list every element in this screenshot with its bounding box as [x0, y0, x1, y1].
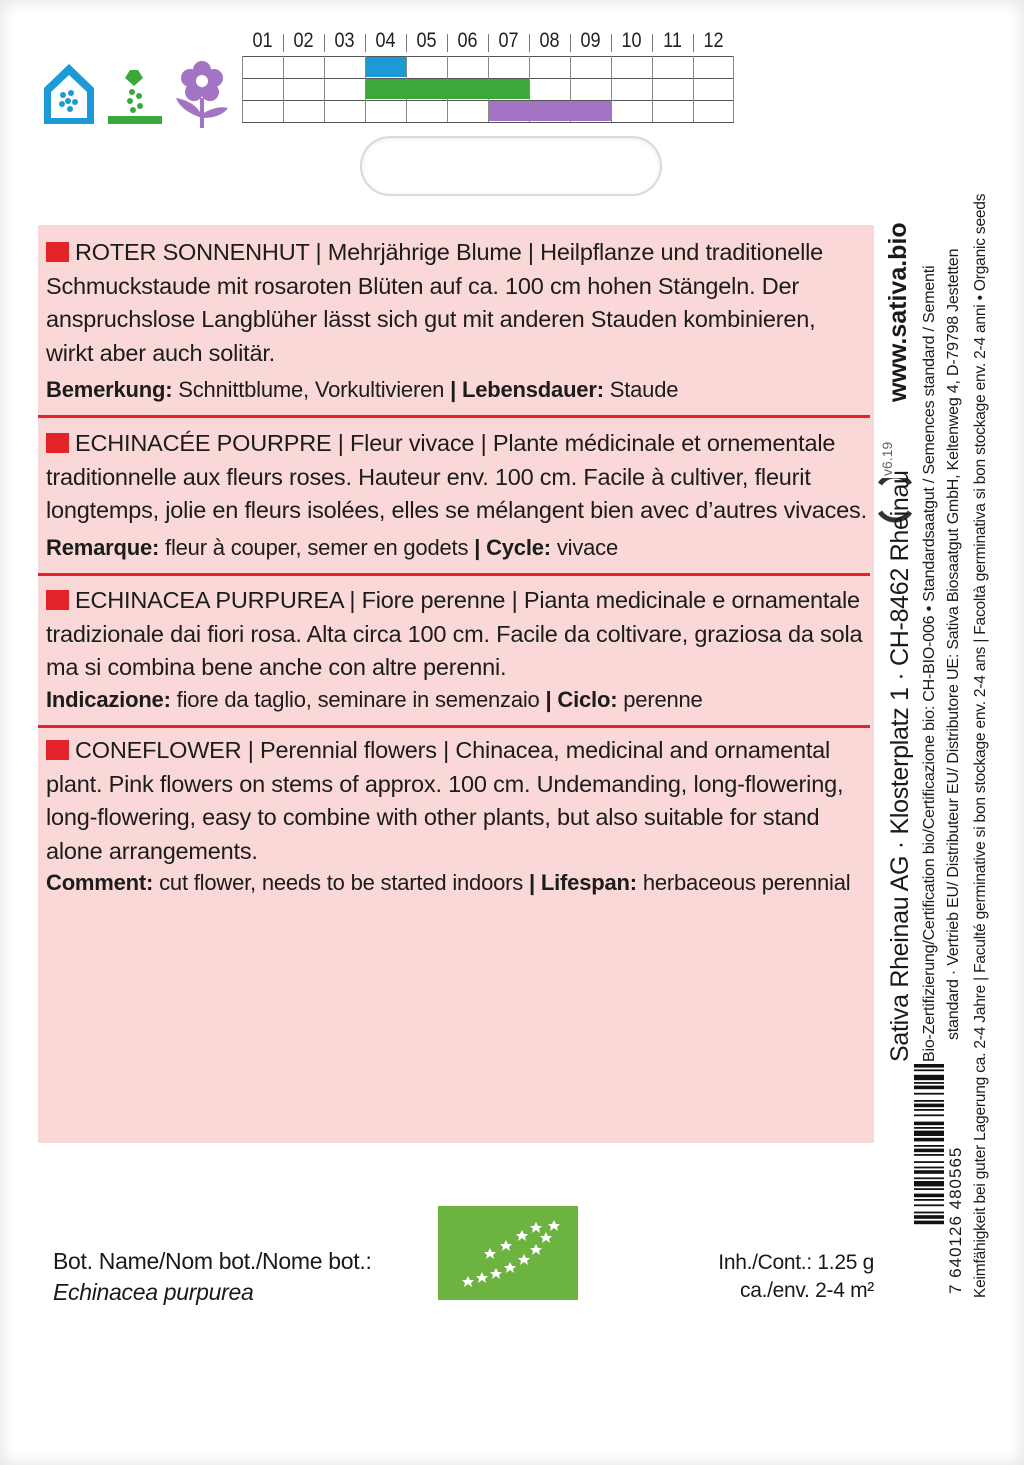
section-german: ROTER SONNENHUT | Mehrjährige Blume | Heilpflanze und traditionelle Schmuckstaude mit rosaroten Blüten auf ca. 100 cm hohen Stängeln. Der anspruchslose Langblüher lässt sich gut mit anderen Stauden kombinieren, wirkt aber auch solitär. Bemerkung: Schnittblume, Vorkultivieren | Lebensdauer: Staude: [46, 239, 824, 402]
note-value: cut flower, needs to be started indoors: [159, 870, 524, 895]
barcode-bar: [914, 1215, 944, 1219]
note-label: Indicazione:: [46, 686, 171, 712]
note-label: Comment:: [46, 870, 154, 895]
barcode-bar: [914, 1131, 944, 1136]
barcode-bar: [914, 1145, 944, 1147]
barcode-bar: [914, 1199, 944, 1201]
sowing-calendar: [242, 28, 734, 124]
calendar-month-01: 01: [252, 29, 273, 52]
barcode-bar: [914, 1100, 944, 1102]
section-english: CONEFLOWER | Perennial flowers | Chinacea, medicinal and ornamental plant. Pink flowers on stems of approx. 100 cm. Undemanding, long-flowering, long-flowering, easy to combine with other plants, but also suitable for stand alone arrangements. Comment: cut flower, needs to be started indoors | Lifespan: herbaceous perennial: [46, 737, 851, 895]
section-intro: ECHINACÉE POURPRE | Fleur vivace | Plante médicinale et ornementale traditionnelle aux fleurs roses. Hauteur env. 100 cm. Facile à cultiver, fleurit longtemps, jolie en fleurs isolées, elles se mélangent bien avec d’autres vivaces.: [46, 430, 867, 523]
calendar-month-02: 02: [293, 29, 314, 52]
germination-line: Keimfähigkeit bei guter Lagerung ca. 2-4 Jahre | Faculté germinative si bon stockage env. 2-4 ans | Facoltà germinativa si bon stockage env. 2-4 anni • Organic seeds: [972, 193, 989, 1298]
red-square-bullet: [46, 242, 69, 262]
section-intro: ECHINACEA PURPUREA | Fiore perenne | Pianta medicinale e ornamentale tradizionale dai fiori rosa. Alta circa 100 cm. Facile da coltivare, graziosa da sola ma si combina bene anche con altre perenni.: [46, 587, 863, 680]
content-area: ca./env. 2-4 m²: [740, 1279, 874, 1302]
outdoor-sowing-bar: [366, 79, 529, 99]
website-url: www.sativa.bio: [884, 222, 912, 402]
barcode-bar: [914, 1212, 944, 1214]
distributor-line: standard · Vertrieb EU/ Distributeur EU/ Distributore UE: Sativa Biosaatgut GmbH, Keltenweg 4, D-79798 Jestetten: [945, 248, 962, 1040]
red-square-bullet: [46, 590, 69, 610]
calendar-month-04: 04: [375, 29, 396, 52]
barcode-bar: [914, 1127, 944, 1129]
grid-col-line: [693, 56, 694, 122]
barcode-bar: [914, 1181, 944, 1186]
calendar-month-10: 10: [621, 29, 642, 52]
calendar-month-03: 03: [334, 29, 355, 52]
red-square-bullet: [46, 740, 69, 760]
greenhouse-sowing-icon: [40, 58, 98, 128]
grid-col-line: [611, 56, 612, 122]
grid-col-line: [242, 56, 243, 122]
barcode-bar: [914, 1075, 944, 1080]
barcode-bar: [914, 1114, 944, 1116]
section-french: ECHINACÉE POURPRE | Fleur vivace | Plante médicinale et ornementale traditionnelle aux fleurs roses. Hauteur env. 100 cm. Facile à cultiver, fleurit longtemps, jolie en fleurs isolées, elles se mélangent bien avec d’autres vivaces. Remarque: fleur à couper, semer en godets | Cycle: vivace: [46, 430, 867, 560]
certification-line: Bio-Zertifizierung/Certification bio/Certificazione bio: CH-BIO-006 • Standardsaatgut / Semences standard / Sementi: [921, 265, 938, 1062]
barcode-bar: [914, 1177, 944, 1179]
barcode-bar: [914, 1109, 944, 1111]
life-label: Lifespan:: [540, 870, 637, 895]
calendar-month-07: 07: [498, 29, 519, 52]
calendar-month-06: 06: [457, 29, 478, 52]
barcode-bar: [914, 1204, 944, 1206]
botanical-label: Bot. Name/Nom bot./Nome bot.:: [53, 1248, 372, 1274]
barcode-bar: [914, 1138, 944, 1142]
calendar-month-05: 05: [416, 29, 437, 52]
barcode-bar: [914, 1104, 944, 1108]
hang-hole: [360, 136, 662, 196]
divider: [38, 725, 870, 728]
outdoor-sowing-icon: [106, 58, 164, 128]
section-intro: CONEFLOWER | Perennial flowers | Chinacea, medicinal and ornamental plant. Pink flowers on stems of approx. 100 cm. Undemanding, long-flowering, long-flowering, easy to combine with other plants, but also suitable for stand alone arrangements.: [46, 737, 844, 864]
sowing-icons: [40, 58, 240, 130]
month-separator: [324, 34, 325, 52]
botanical-name: [53, 1246, 372, 1308]
note-value: fleur à couper, semer en godets: [165, 534, 469, 560]
month-separator: [693, 34, 694, 52]
calendar-month-row: [242, 28, 734, 54]
month-separator: [529, 34, 530, 52]
content-weight: Inh./Cont.: 1.25 g: [718, 1251, 874, 1274]
content-info: [718, 1249, 874, 1305]
barcode-bars: [914, 1064, 944, 1294]
barcode: [914, 1064, 965, 1294]
life-value: Staude: [609, 377, 679, 402]
barcode-bar: [914, 1161, 944, 1163]
divider: [38, 573, 870, 576]
grid-col-line: [324, 56, 325, 122]
calendar-grid: [242, 56, 734, 122]
life-value: perenne: [623, 686, 703, 712]
note-value: fiore da taglio, seminare in semenzaio: [176, 686, 540, 712]
barcode-bar: [914, 1069, 944, 1071]
life-label: Cycle:: [486, 534, 551, 560]
barcode-bar: [914, 1093, 944, 1095]
barcode-bar: [914, 1064, 944, 1068]
calendar-month-08: 08: [539, 29, 560, 52]
company-address: Sativa Rheinau AG · Klosterplatz 1 · CH-8462 Rheinau: [886, 470, 914, 1062]
section-intro: ROTER SONNENHUT | Mehrjährige Blume | Heilpflanze und traditionelle Schmuckstaude mit rosaroten Blüten auf ca. 100 cm hohen Stängeln. Der anspruchslose Langblüher lässt sich gut mit anderen Stauden kombinieren, wirkt aber auch solitär.: [46, 239, 824, 366]
flowering-bar: [489, 101, 611, 121]
calendar-month-09: 09: [580, 29, 601, 52]
flower-icon: [168, 58, 232, 130]
barcode-bar: [914, 1188, 944, 1190]
grid-row-line: [242, 122, 734, 123]
indoor-sowing-bar: [366, 57, 406, 77]
section-italian: ECHINACEA PURPUREA | Fiore perenne | Pianta medicinale e ornamentale tradizionale dai fiori rosa. Alta circa 100 cm. Facile da coltivare, graziosa da sola ma si combina bene anche con altre perenni. Indicazione: fiore da taglio, seminare in semenzaio | Ciclo: perenne: [46, 587, 863, 712]
month-separator: [283, 34, 284, 52]
note-label: Bemerkung:: [46, 377, 173, 402]
grid-col-line: [283, 56, 284, 122]
month-separator: [652, 34, 653, 52]
calendar-month-11: 11: [663, 29, 682, 52]
life-value: herbaceous perennial: [642, 870, 851, 895]
month-separator: [611, 34, 612, 52]
barcode-bar: [914, 1194, 944, 1198]
note-value: Schnittblume, Vorkultivieren: [178, 377, 445, 402]
barcode-bar: [914, 1221, 944, 1225]
life-label: Ciclo:: [557, 686, 618, 712]
red-square-bullet: [46, 433, 69, 453]
barcode-bar: [914, 1154, 944, 1156]
life-value: vivace: [556, 534, 619, 560]
barcode-bar: [914, 1167, 944, 1169]
botanical-value: Echinacea purpurea: [53, 1279, 254, 1305]
barcode-bar: [914, 1149, 944, 1153]
barcode-bar: [914, 1086, 944, 1090]
barcode-bar: [914, 1170, 944, 1174]
barcode-number: 7 640126 480565: [946, 1146, 965, 1294]
month-separator: [570, 34, 571, 52]
barcode-bar: [914, 1082, 944, 1084]
month-separator: [447, 34, 448, 52]
eu-organic-logo-icon: [438, 1206, 578, 1300]
version-label: v6.19: [879, 441, 895, 476]
description-panel: [38, 225, 874, 1143]
calendar-month-12: 12: [703, 29, 724, 52]
life-label: Lebensdauer:: [461, 377, 604, 402]
month-separator: [365, 34, 366, 52]
grid-col-line: [733, 56, 734, 122]
note-label: Remarque:: [46, 534, 160, 560]
barcode-bar: [914, 1122, 944, 1126]
month-separator: [406, 34, 407, 52]
month-separator: [488, 34, 489, 52]
divider: [38, 415, 870, 418]
grid-col-line: [652, 56, 653, 122]
